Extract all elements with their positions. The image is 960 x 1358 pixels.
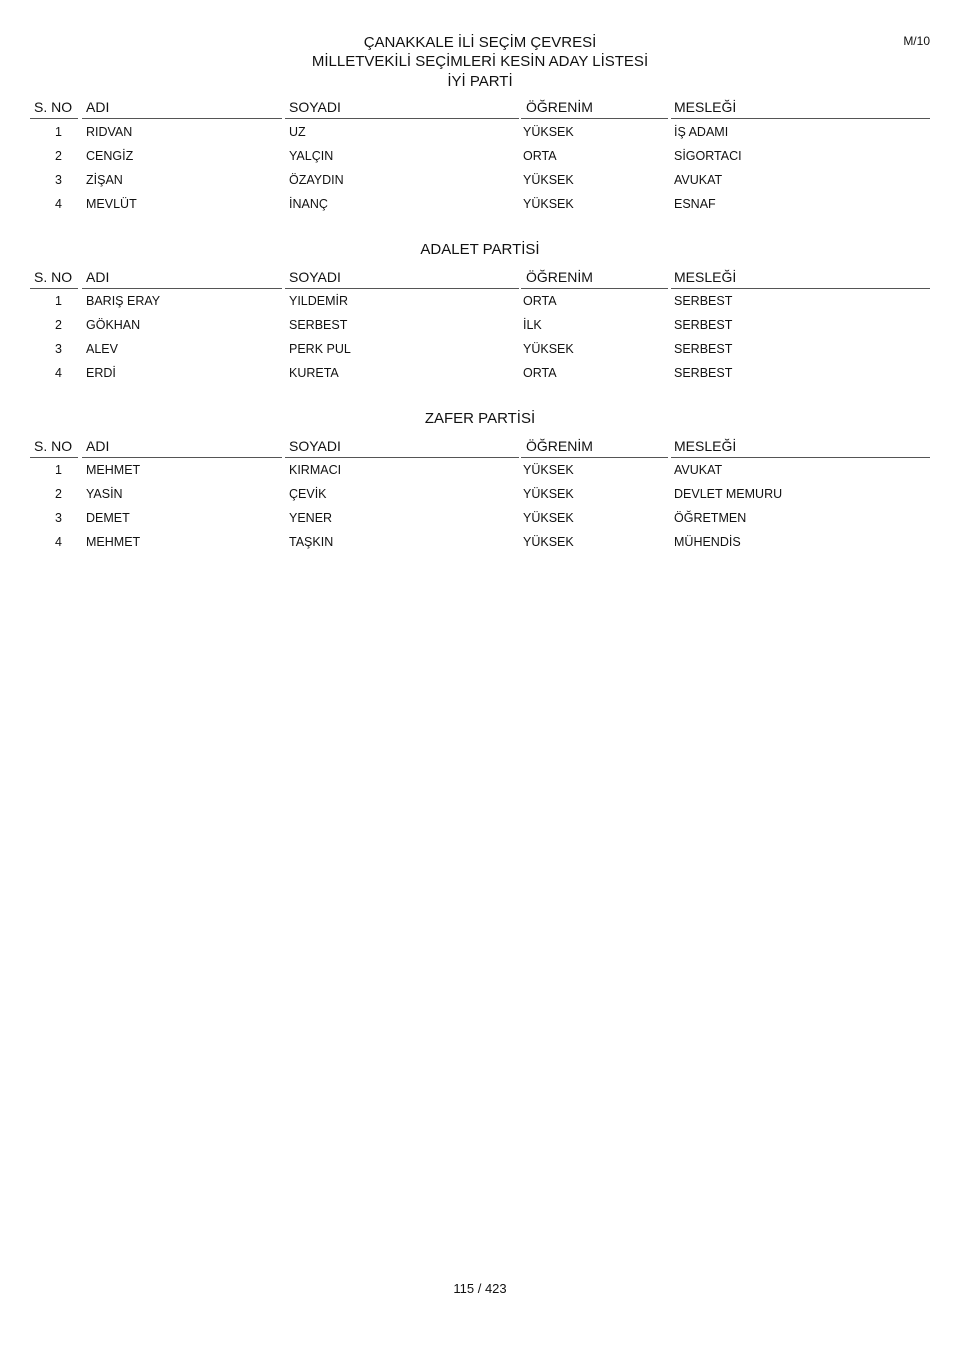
col-header-ogrenim: ÖĞRENİM <box>526 438 593 454</box>
cell-no: 2 <box>55 487 62 501</box>
cell-no: 4 <box>55 197 62 211</box>
cell-ad: YASİN <box>86 487 123 501</box>
header-rule <box>30 118 78 119</box>
cell-meslek: SERBEST <box>674 366 733 380</box>
cell-meslek: AVUKAT <box>674 173 723 187</box>
cell-ogrenim: İLK <box>523 318 542 332</box>
table-header <box>0 438 960 458</box>
table-row <box>0 149 960 173</box>
cell-ogrenim: ORTA <box>523 294 557 308</box>
cell-soyad: PERK PUL <box>289 342 351 356</box>
header-rule <box>30 288 78 289</box>
cell-meslek: SERBEST <box>674 294 733 308</box>
cell-meslek: DEVLET MEMURU <box>674 487 783 501</box>
cell-ad: MEVLÜT <box>86 197 137 211</box>
cell-ad: BARIŞ ERAY <box>86 294 161 308</box>
cell-soyad: KURETA <box>289 366 339 380</box>
party-title: ZAFER PARTİSİ <box>424 410 536 427</box>
document-header <box>0 33 960 71</box>
header-rule <box>521 118 668 119</box>
table-row <box>0 463 960 487</box>
cell-no: 4 <box>55 366 62 380</box>
page-footer <box>0 1281 960 1296</box>
cell-ogrenim: ORTA <box>523 149 557 163</box>
cell-no: 3 <box>55 173 62 187</box>
cell-no: 4 <box>55 535 62 549</box>
cell-soyad: UZ <box>289 125 306 139</box>
table-row <box>0 342 960 366</box>
cell-meslek: MÜHENDİS <box>674 535 741 549</box>
cell-ogrenim: YÜKSEK <box>523 342 574 356</box>
col-header-ad: ADI <box>86 269 110 285</box>
cell-meslek: AVUKAT <box>674 463 723 477</box>
cell-soyad: TAŞKIN <box>289 535 334 549</box>
cell-soyad: YENER <box>289 511 333 525</box>
cell-ad: DEMET <box>86 511 130 525</box>
cell-ogrenim: YÜKSEK <box>523 463 574 477</box>
cell-no: 2 <box>55 318 62 332</box>
cell-ogrenim: YÜKSEK <box>523 487 574 501</box>
header-line-2: MİLLETVEKİLİ SEÇİMLERİ KESİN ADAY LİSTESİ <box>311 53 649 70</box>
cell-no: 3 <box>55 511 62 525</box>
page-number: 115 <box>453 1281 475 1296</box>
table-row <box>0 487 960 511</box>
header-rule <box>521 288 668 289</box>
cell-meslek: SERBEST <box>674 318 733 332</box>
header-rule <box>82 118 282 119</box>
header-rule <box>82 457 282 458</box>
col-header-soyad: SOYADI <box>289 438 341 454</box>
cell-meslek: SİGORTACI <box>674 149 742 163</box>
col-header-meslek: MESLEĞİ <box>674 269 737 285</box>
table-row <box>0 535 960 559</box>
cell-ad: ERDİ <box>86 366 116 380</box>
cell-ad: MEHMET <box>86 535 141 549</box>
cell-soyad: SERBEST <box>289 318 348 332</box>
header-rule <box>671 457 930 458</box>
cell-ad: ALEV <box>86 342 118 356</box>
header-rule <box>671 288 930 289</box>
cell-meslek: ÖĞRETMEN <box>674 511 747 525</box>
col-header-no: S. NO <box>34 269 73 285</box>
cell-ad: CENGİZ <box>86 149 134 163</box>
table-row <box>0 294 960 318</box>
header-rule <box>82 288 282 289</box>
header-rule <box>30 457 78 458</box>
cell-meslek: SERBEST <box>674 342 733 356</box>
header-rule <box>285 118 519 119</box>
col-header-ogrenim: ÖĞRENİM <box>526 269 593 285</box>
table-row <box>0 197 960 221</box>
cell-ad: GÖKHAN <box>86 318 141 332</box>
cell-no: 2 <box>55 149 62 163</box>
table-row <box>0 173 960 197</box>
col-header-no: S. NO <box>34 438 73 454</box>
table-header <box>0 269 960 289</box>
col-header-no: S. NO <box>34 99 73 115</box>
col-header-ogrenim: ÖĞRENİM <box>526 99 593 115</box>
cell-ogrenim: YÜKSEK <box>523 125 574 139</box>
col-header-ad: ADI <box>86 438 110 454</box>
col-header-meslek: MESLEĞİ <box>674 99 737 115</box>
cell-no: 1 <box>55 463 62 477</box>
header-rule <box>671 118 930 119</box>
table-header <box>0 99 960 119</box>
cell-ogrenim: YÜKSEK <box>523 535 574 549</box>
cell-soyad: KIRMACI <box>289 463 342 477</box>
header-line-1: ÇANAKKALE İLİ SEÇİM ÇEVRESİ <box>363 34 597 51</box>
cell-ogrenim: YÜKSEK <box>523 197 574 211</box>
table-row <box>0 366 960 390</box>
table-row <box>0 318 960 342</box>
cell-soyad: İNANÇ <box>289 197 328 211</box>
header-rule <box>521 457 668 458</box>
cell-no: 3 <box>55 342 62 356</box>
col-header-soyad: SOYADI <box>289 269 341 285</box>
party-title: ADALET PARTİSİ <box>420 241 540 258</box>
cell-ogrenim: YÜKSEK <box>523 173 574 187</box>
cell-ad: ZİŞAN <box>86 173 123 187</box>
page-separator: / <box>477 1281 485 1296</box>
page-code: M/10 <box>903 34 930 48</box>
page-total: 423 <box>484 1281 507 1296</box>
cell-no: 1 <box>55 294 62 308</box>
cell-ad: RIDVAN <box>86 125 133 139</box>
cell-no: 1 <box>55 125 62 139</box>
cell-ogrenim: ORTA <box>523 366 557 380</box>
col-header-soyad: SOYADI <box>289 99 341 115</box>
table-row <box>0 125 960 149</box>
cell-soyad: ÇEVİK <box>289 487 327 501</box>
header-rule <box>285 457 519 458</box>
col-header-ad: ADI <box>86 99 110 115</box>
cell-meslek: İŞ ADAMI <box>674 125 729 139</box>
cell-soyad: YALÇIN <box>289 149 334 163</box>
cell-ogrenim: YÜKSEK <box>523 511 574 525</box>
cell-ad: MEHMET <box>86 463 141 477</box>
party-title: İYİ PARTİ <box>447 73 513 90</box>
col-header-meslek: MESLEĞİ <box>674 438 737 454</box>
cell-soyad: ÖZAYDIN <box>289 173 344 187</box>
cell-soyad: YILDEMİR <box>289 294 349 308</box>
cell-meslek: ESNAF <box>674 197 716 211</box>
header-rule <box>285 288 519 289</box>
table-row <box>0 511 960 535</box>
